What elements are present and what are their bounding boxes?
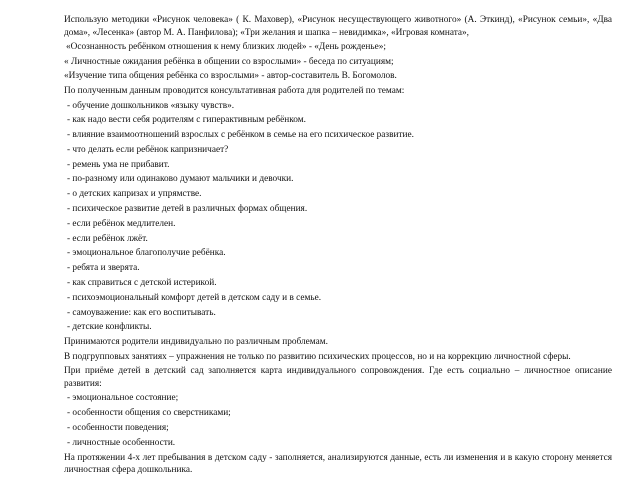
list-item: - личностные особенности. [67, 437, 176, 448]
list-item: - влияние взаимоотношений взрослых с ребёнком в семье на его психическое развитие. [67, 130, 414, 141]
list-item: - самоуважение: как его воспитывать. [67, 307, 216, 318]
list-item: - как справиться с детской истерикой. [67, 277, 217, 288]
list-item: - как надо вести себя родителям с гиперактивным ребёнком. [67, 115, 306, 126]
admission-card-paragraph: При приёме детей в детский сад заполняется карта индивидуального сопровождения. Где есть социально – личностное описание развития: [64, 366, 612, 389]
subgroup-sessions-paragraph: В подгрупповых занятиях – упражнения не только по развитию психических процессов, но и на коррекцию личностной сферы. [64, 351, 571, 362]
list-item: - психоэмоциональный комфорт детей в детском саду и в семье. [67, 292, 322, 303]
list-item: - ребята и зверята. [67, 263, 140, 274]
method-expectations-paragraph: « Личностные ожидания ребёнка в общении со взрослыми» - беседа по ситуациям; [64, 56, 394, 67]
list-item: - детские конфликты. [67, 322, 152, 333]
method-communication-paragraph: «Изучение типа общения ребёнка со взрослыми» - автор-составитель В. Богомолов. [64, 71, 397, 82]
list-item: - эмоциональное состояние; [67, 393, 179, 404]
final-paragraph: На протяжении 4-х лет пребывания в детском саду - заполняется, анализируются данные, есть ли изменения и в какую сторону меняется личностная сфера дошкольника. [64, 452, 612, 476]
list-item: - по-разному или одинаково думают мальчики и девочки. [67, 174, 294, 185]
list-item: - ремень ума не прибавит. [67, 159, 170, 170]
list-item: - эмоциональное благополучие ребёнка. [67, 248, 226, 259]
list-item: - о детских капризах и упрямстве. [67, 189, 202, 200]
list-item: - психическое развитие детей в различных формах общения. [67, 204, 308, 215]
list-item: - что делать если ребёнок капризничает? [67, 144, 229, 155]
list-item: - особенности общения со сверстниками; [67, 408, 231, 419]
development-aspects-list [64, 392, 612, 449]
individual-reception-paragraph: Принимаются родители индивидуально по различным проблемам. [64, 337, 328, 348]
list-item: - обучение дошкольников «языку чувств». [67, 100, 235, 111]
methods-paragraph: Использую методики «Рисунок человека» ( К. Маховер), «Рисунок несуществующего животного» (А. Эткинд), «Рисунок семьи», «Два дома», «Лесенка» (автор М. А. Панфилова); «Три желания и шапка – невидимка», «Игровая комната», [64, 15, 612, 38]
list-item: - если ребёнок медлителен. [67, 218, 176, 229]
document-page [64, 14, 612, 479]
list-item: - если ребёнок лжёт. [67, 233, 148, 244]
consultation-intro-paragraph: По полученным данным проводится консультативная работа для родителей по темам: [64, 85, 405, 96]
method-birthday-paragraph: «Осознанность ребёнком отношения к нему близких людей» - «День рожденье»; [66, 42, 386, 53]
consultation-topics-list [64, 100, 612, 334]
list-item: - особенности поведения; [67, 423, 169, 433]
